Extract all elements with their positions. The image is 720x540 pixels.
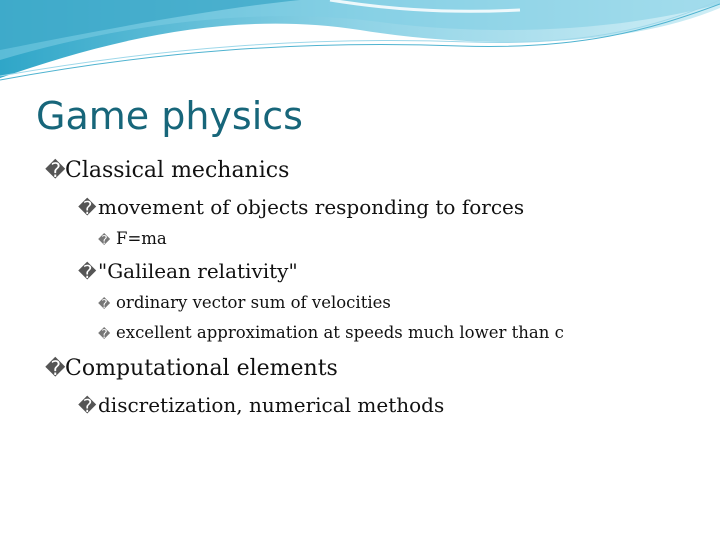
bullet-marker-icon: � xyxy=(98,233,111,247)
header-wave-decoration xyxy=(0,0,720,90)
bullet-text: Classical mechanics xyxy=(65,158,290,183)
bullet-galilean-relativity xyxy=(78,259,298,283)
bullet-text: Computational elements xyxy=(65,356,338,381)
bullet-marker-icon: � xyxy=(78,262,97,283)
bullet-text: "Galilean relativity" xyxy=(98,259,298,283)
bullet-text: discretization, numerical methods xyxy=(98,393,445,417)
bullet-approximation xyxy=(98,323,564,342)
bullet-marker-icon: � xyxy=(78,198,97,219)
bullet-text: excellent approximation at speeds much lower than c xyxy=(116,323,564,342)
slide-title: Game physics xyxy=(36,94,303,138)
bullet-text: ordinary vector sum of velocities xyxy=(116,293,391,312)
bullet-marker-icon: � xyxy=(45,158,66,182)
bullet-marker-icon: � xyxy=(98,297,111,311)
bullet-discretization xyxy=(78,393,444,417)
bullet-movement-of-objects xyxy=(78,195,524,219)
bullet-text: F=ma xyxy=(116,229,167,248)
bullet-f-equals-ma xyxy=(98,229,167,248)
bullet-computational-elements xyxy=(45,356,338,381)
bullet-marker-icon: � xyxy=(45,356,66,380)
bullet-classical-mechanics xyxy=(45,158,289,183)
bullet-marker-icon: � xyxy=(78,396,97,417)
bullet-marker-icon: � xyxy=(98,327,111,341)
bullet-vector-sum xyxy=(98,293,391,312)
bullet-text: movement of objects responding to forces xyxy=(98,195,525,219)
